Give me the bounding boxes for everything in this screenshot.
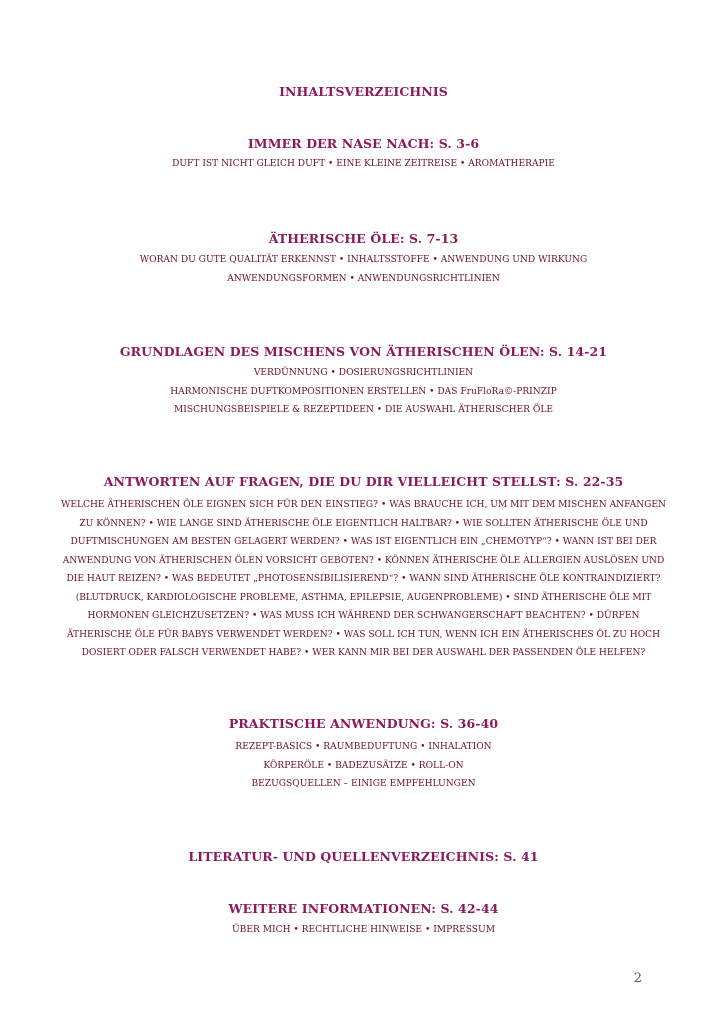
toc-line: ANWENDUNGSFORMEN • ANWENDUNGSRICHTLINIEN (227, 273, 500, 284)
toc-line: DIE HAUT REIZEN? • WAS BEDEUTET „PHOTOSENSIBILISIEREND“? • WANN SIND ÄTHERISCHE ÖLE KONTRAINDIZIERT? (66, 574, 661, 584)
section-lines-practical (60, 738, 667, 794)
section-lines-essential-oils (60, 251, 667, 288)
toc-title: INHALTSVERZEICHNIS (279, 84, 448, 99)
section-heading-nose: IMMER DER NASE NACH: S. 3-6 (247, 136, 480, 151)
section-heading-more-info: WEITERE INFORMATIONEN: S. 42-44 (228, 901, 499, 916)
section-heading-faq: ANTWORTEN AUF FRAGEN, DIE DU DIR VIELLEICHT STELLST: S. 22-35 (103, 474, 624, 489)
toc-line: KÖRPERÖLE • BADEZUSÄTZE • ROLL-ON (263, 760, 464, 771)
section-heading-practical: PRAKTISCHE ANWENDUNG: S. 36-40 (228, 716, 499, 731)
toc-line: DUFT IST NICHT GLEICH DUFT • EINE KLEINE ZEITREISE • AROMATHERAPIE (172, 159, 555, 169)
toc-line: DOSIERT ODER FALSCH VERWENDET HABE? • WER KANN MIR BEI DER AUSWAHL DER PASSENDEN ÖLE HELFEN? (81, 648, 646, 658)
toc-line: WELCHE ÄTHERISCHEN ÖLE EIGNEN SICH FÜR DEN EINSTIEG? • WAS BRAUCHE ICH, UM MIT DEM MISCHEN ANFANGEN (60, 500, 667, 510)
toc-line: ZU KÖNNEN? • WIE LANGE SIND ÄTHERISCHE ÖLE EIGENTLICH HALTBAR? • WIE SOLLTEN ÄTHERISCHE ÖLE UND (79, 518, 648, 529)
toc-line: ANWENDUNG VON ÄTHERISCHEN ÖLEN VORSICHT GEBOTEN? • KÖNNEN ÄTHERISCHE ÖLE ALLERGIEN AUSLÖSEN UND (62, 555, 665, 566)
toc-line: BEZUGSQUELLEN – EINIGE EMPFEHLUNGEN (251, 779, 476, 789)
toc-line: ÜBER MICH • RECHTLICHE HINWEISE • IMPRESSUM (232, 925, 495, 935)
toc-line: VERDÜNNUNG • DOSIERUNGSRICHTLINIEN (253, 368, 474, 378)
section-lines-blending (60, 364, 667, 420)
toc-line: HARMONISCHE DUFTKOMPOSITIONEN ERSTELLEN • DAS FruFloRa©-PRINZIP (170, 386, 557, 397)
section-heading-blending: GRUNDLAGEN DES MISCHENS VON ÄTHERISCHEN ÖLEN: S. 14-21 (119, 344, 608, 359)
toc-line: WORAN DU GUTE QUALITÄT ERKENNST • INHALTSSTOFFE • ANWENDUNG UND WIRKUNG (139, 255, 588, 265)
toc-line: ÄTHERISCHE ÖLE FÜR BABYS VERWENDET WERDEN? • WAS SOLL ICH TUN, WENN ICH EIN ÄTHERISCHES ÖL ZU HOCH (66, 629, 661, 640)
toc-line: REZEPT-BASICS • RAUMBEDUFTUNG • INHALATION (235, 742, 492, 752)
toc-line: DUFTMISCHUNGEN AM BESTEN GELAGERT WERDEN? • WAS IST EIGENTLICH EIN „CHEMOTYP“? • WANN IST BEI DER (70, 537, 657, 547)
section-heading-essential-oils: ÄTHERISCHE ÖLE: S. 7-13 (268, 231, 459, 246)
section-heading-literature: LITERATUR- UND QUELLENVERZEICHNIS: S. 41 (188, 849, 539, 864)
page-number: 2 (633, 971, 642, 986)
toc-line: MISCHUNGSBEISPIELE & REZEPTIDEEN • DIE AUSWAHL ÄTHERISCHER ÖLE (173, 405, 554, 415)
section-lines-nose (60, 155, 667, 174)
section-lines-more-info (60, 921, 667, 940)
toc-line: HORMONEN GLEICHZUSETZEN? • WAS MUSS ICH WÄHREND DER SCHWANGERSCHAFT BEACHTEN? • DÜRFEN (87, 611, 640, 621)
toc-line: (BLUTDRUCK, KARDIOLOGISCHE PROBLEME, ASTHMA, EPILEPSIE, AUGENPROBLEME) • SIND ÄTHERISCHE ÖLE MIT (75, 592, 652, 603)
section-lines-faq (60, 496, 667, 663)
